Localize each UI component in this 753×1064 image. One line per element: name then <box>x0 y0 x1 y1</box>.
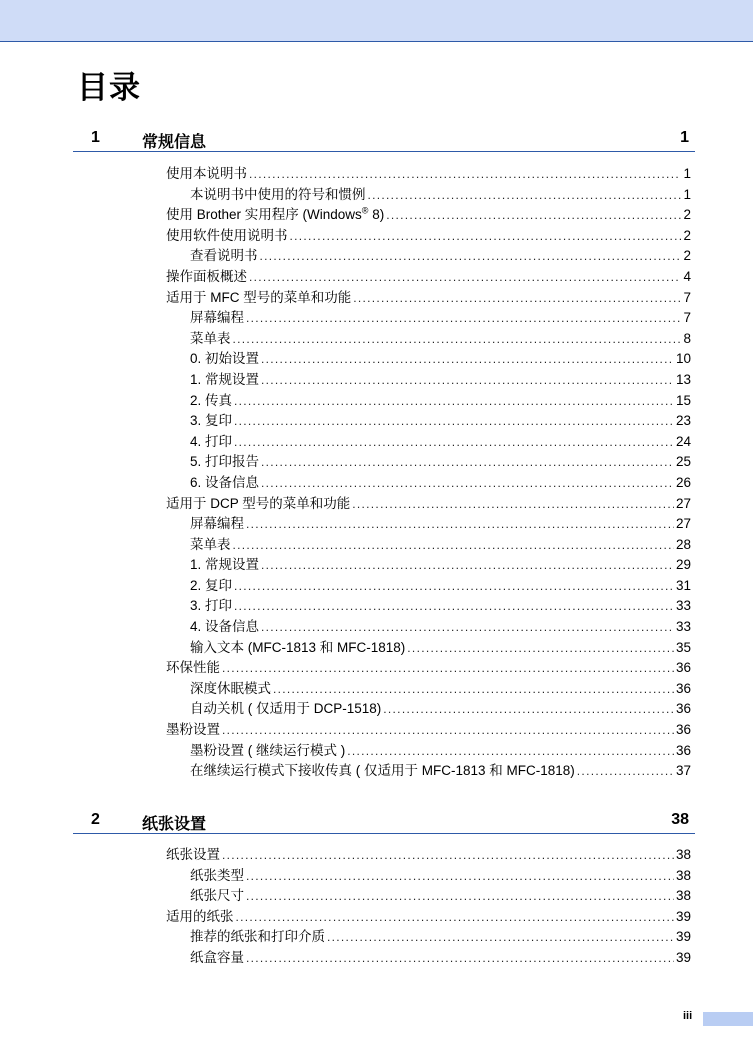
toc-entry-title: 适用于 DCP 型号的菜单和功能 <box>166 495 351 511</box>
chapter-title: 常规信息 <box>142 132 207 151</box>
toc-entry-title: 推荐的纸张和打印介质 <box>190 929 325 945</box>
toc-entry[interactable] <box>166 306 691 327</box>
dot-leader <box>246 311 681 325</box>
toc-entry-title: 环保性能 <box>166 660 220 676</box>
dot-leader <box>249 167 681 181</box>
chapter-page-number: 38 <box>671 811 689 828</box>
page-title: 目录 <box>77 70 141 106</box>
dot-leader <box>222 723 674 737</box>
toc-entry-title: 3. 复印 <box>190 413 233 429</box>
chapter-heading-2[interactable] <box>73 810 695 834</box>
dot-leader <box>368 188 682 202</box>
toc-entry-page-number: 33 <box>675 598 691 614</box>
toc-entry[interactable] <box>166 244 691 265</box>
toc-entry-page-number: 28 <box>675 536 691 552</box>
toc-entry-title: 本说明书中使用的符号和惯例 <box>190 186 366 202</box>
toc-entry-title: 操作面板概述 <box>166 268 247 284</box>
toc-entry[interactable] <box>166 925 691 946</box>
toc-entry-page-number: 33 <box>675 619 691 635</box>
dot-leader <box>386 208 681 222</box>
dot-leader <box>407 641 674 655</box>
dot-leader <box>234 414 674 428</box>
toc-entry[interactable] <box>166 203 691 224</box>
toc-entry-page-number: 23 <box>675 413 691 429</box>
toc-entry-title: 1. 常规设置 <box>190 371 260 387</box>
toc-entry[interactable] <box>166 533 691 554</box>
toc-entry[interactable] <box>166 347 691 368</box>
dot-leader <box>246 869 674 883</box>
toc-entry-title: 菜单表 <box>190 536 231 552</box>
toc-entry[interactable] <box>166 864 691 885</box>
toc-entry[interactable] <box>166 594 691 615</box>
toc-entry-title: 适用于 MFC 型号的菜单和功能 <box>166 289 352 305</box>
toc-entry-page-number: 31 <box>675 577 691 593</box>
toc-entry-page-number: 36 <box>675 660 691 676</box>
dot-leader <box>261 476 674 490</box>
toc-entry-title: 纸张设置 <box>166 847 220 862</box>
toc-entry-title: 适用的纸张 <box>166 908 234 924</box>
dot-leader <box>577 764 674 778</box>
toc-entry-page-number: 26 <box>675 474 691 490</box>
chapter-title: 纸张设置 <box>142 814 207 833</box>
toc-entry[interactable] <box>166 327 691 348</box>
toc-entry[interactable] <box>166 697 691 718</box>
toc-entry[interactable] <box>166 884 691 905</box>
toc-entry-page-number: 1 <box>683 166 691 181</box>
toc-entry-title: 墨粉设置 ( 继续运行模式 ) <box>190 742 346 758</box>
toc-entry-title: 自动关机 ( 仅适用于 DCP-1518) <box>190 701 382 717</box>
toc-entry[interactable] <box>166 553 691 574</box>
dot-leader <box>246 517 674 531</box>
toc-entry[interactable] <box>166 409 691 430</box>
toc-entry-page-number: 36 <box>675 742 691 758</box>
dot-leader <box>261 620 674 634</box>
dot-leader <box>261 455 674 469</box>
toc-entry[interactable] <box>166 512 691 533</box>
toc-entry-page-number: 38 <box>675 888 691 904</box>
toc-entry[interactable] <box>166 224 691 245</box>
toc-entry[interactable] <box>166 905 691 926</box>
toc-entry-title: 查看说明书 <box>190 248 258 264</box>
toc-entry-page-number: 27 <box>675 516 691 532</box>
toc-entry-page-number: 15 <box>675 392 691 408</box>
toc-entry-title: 使用本说明书 <box>166 166 247 181</box>
toc-entry-page-number: 36 <box>675 680 691 696</box>
chapter-number: 1 <box>91 129 100 146</box>
toc-entry-page-number: 7 <box>683 289 691 305</box>
dot-leader <box>273 682 674 696</box>
toc-entry-page-number: 38 <box>675 847 691 862</box>
toc-entry[interactable] <box>166 843 691 864</box>
toc-entry-title: 深度休眠模式 <box>190 680 271 696</box>
dot-leader <box>233 332 682 346</box>
toc-entry[interactable] <box>166 574 691 595</box>
toc-entry-page-number: 39 <box>675 929 691 945</box>
dot-leader <box>234 394 674 408</box>
toc-entry-page-number: 25 <box>675 454 691 470</box>
dot-leader <box>236 910 674 924</box>
toc-list-chapter-2 <box>166 843 691 967</box>
dot-leader <box>352 497 674 511</box>
toc-list-chapter-1 <box>166 162 691 780</box>
toc-entry-page-number: 36 <box>675 701 691 717</box>
dot-leader <box>222 661 674 675</box>
toc-entry-title: 0. 初始设置 <box>190 351 260 367</box>
toc-entry-title: 屏幕编程 <box>190 310 244 326</box>
toc-entry[interactable] <box>166 739 691 760</box>
footer-page-number: iii <box>683 1010 693 1022</box>
toc-entry[interactable] <box>166 492 691 513</box>
toc-entry-title: 5. 打印报告 <box>190 454 260 470</box>
toc-entry-page-number: 27 <box>675 495 691 511</box>
toc-entry-title: 在继续运行模式下接收传真 ( 仅适用于 MFC-1813 和 MFC-1818) <box>190 763 575 779</box>
dot-leader <box>234 435 674 449</box>
toc-entry-page-number: 2 <box>683 227 691 243</box>
toc-entry-title: 使用软件使用说明书 <box>166 227 288 243</box>
toc-entry-title: 4. 设备信息 <box>190 619 260 635</box>
toc-entry[interactable] <box>166 471 691 492</box>
toc-entry[interactable] <box>166 183 691 204</box>
chapter-rule <box>73 833 695 834</box>
toc-entry[interactable] <box>166 162 691 183</box>
toc-entry[interactable] <box>166 718 691 739</box>
dot-leader <box>249 270 681 284</box>
toc-entry-title: 纸盒容量 <box>190 949 244 965</box>
toc-entry-title: 墨粉设置 <box>166 722 220 738</box>
toc-entry[interactable] <box>166 450 691 471</box>
dot-leader <box>327 930 674 944</box>
toc-entry-page-number: 10 <box>675 351 691 367</box>
chapter-rule <box>73 151 695 152</box>
header-band <box>0 0 753 42</box>
toc-entry[interactable] <box>166 946 691 967</box>
toc-entry-title: 2. 复印 <box>190 577 233 593</box>
toc-entry-title: 使用 Brother 实用程序 (Windows® 8) <box>166 205 385 223</box>
toc-entry-page-number: 37 <box>675 763 691 779</box>
toc-entry-page-number: 8 <box>683 330 691 346</box>
dot-leader <box>261 352 674 366</box>
chapter-heading-1[interactable] <box>73 128 695 152</box>
dot-leader <box>260 249 682 263</box>
toc-entry[interactable] <box>166 389 691 410</box>
toc-entry-page-number: 4 <box>683 268 691 284</box>
toc-entry-page-number: 7 <box>683 310 691 326</box>
toc-entry-page-number: 29 <box>675 557 691 573</box>
dot-leader <box>261 373 674 387</box>
dot-leader <box>383 702 674 716</box>
toc-entry-page-number: 2 <box>683 207 691 223</box>
toc-entry[interactable] <box>166 430 691 451</box>
toc-entry-title: 菜单表 <box>190 330 231 346</box>
chapter-number: 2 <box>91 811 100 828</box>
toc-entry-title: 6. 设备信息 <box>190 474 260 490</box>
dot-leader <box>347 744 674 758</box>
toc-entry[interactable] <box>166 265 691 286</box>
dot-leader <box>234 599 674 613</box>
toc-entry-title: 2. 传真 <box>190 392 233 408</box>
toc-entry[interactable] <box>166 636 691 657</box>
toc-entry-page-number: 1 <box>683 186 691 202</box>
dot-leader <box>234 579 674 593</box>
toc-entry-page-number: 38 <box>675 867 691 883</box>
toc-entry-page-number: 13 <box>675 371 691 387</box>
toc-entry-title: 3. 打印 <box>190 598 233 614</box>
toc-entry-title: 屏幕编程 <box>190 516 244 532</box>
toc-entry-page-number: 36 <box>675 722 691 738</box>
toc-entry[interactable] <box>166 656 691 677</box>
dot-leader <box>246 889 674 903</box>
footer-tab <box>703 1012 753 1026</box>
toc-entry[interactable] <box>166 368 691 389</box>
toc-entry-title: 纸张类型 <box>190 867 244 883</box>
toc-entry-title: 1. 常规设置 <box>190 557 260 573</box>
toc-entry[interactable] <box>166 677 691 698</box>
toc-entry-title: 输入文本 (MFC-1813 和 MFC-1818) <box>190 639 406 655</box>
toc-entry[interactable] <box>166 615 691 636</box>
chapter-page-number: 1 <box>680 129 689 146</box>
dot-leader <box>261 558 674 572</box>
toc-entry[interactable] <box>166 286 691 307</box>
toc-entry-title: 4. 打印 <box>190 433 233 449</box>
dot-leader <box>233 538 674 552</box>
toc-entry-title: 纸张尺寸 <box>190 888 244 904</box>
dot-leader <box>246 951 674 965</box>
dot-leader <box>222 848 674 862</box>
toc-entry-page-number: 2 <box>683 248 691 264</box>
toc-entry[interactable] <box>166 759 691 780</box>
toc-entry-page-number: 39 <box>675 908 691 924</box>
dot-leader <box>290 229 682 243</box>
toc-entry-page-number: 35 <box>675 639 691 655</box>
toc-entry-page-number: 39 <box>675 949 691 965</box>
dot-leader <box>353 291 681 305</box>
toc-entry-page-number: 24 <box>675 433 691 449</box>
